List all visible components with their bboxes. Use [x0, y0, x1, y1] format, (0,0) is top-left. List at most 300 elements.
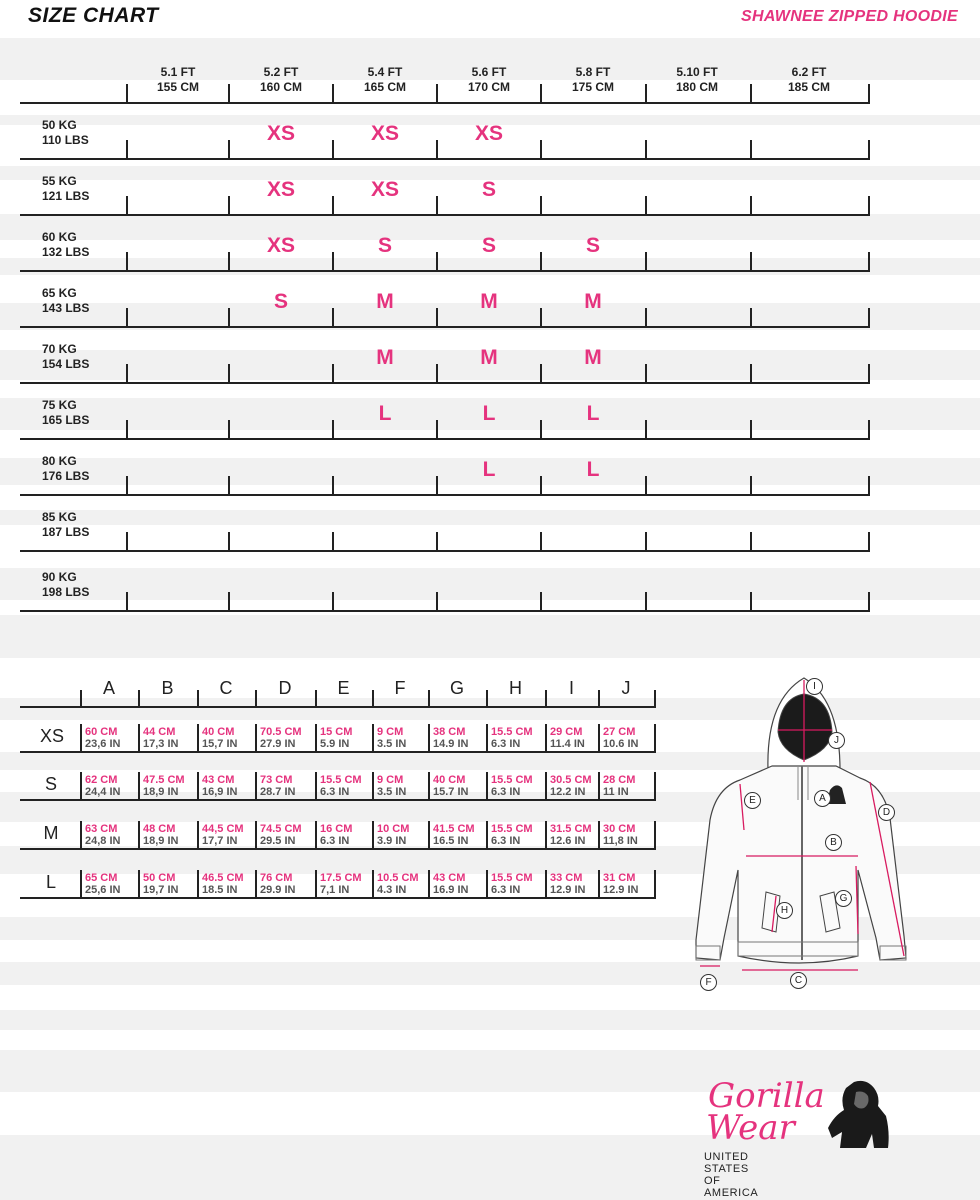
measurement-cm: 30 CM	[603, 823, 636, 835]
recommended-size: XS	[266, 234, 295, 257]
column-divider	[598, 690, 600, 708]
column-divider	[540, 196, 542, 216]
column-divider	[868, 308, 870, 328]
column-divider	[228, 532, 230, 552]
recommended-size: M	[376, 346, 394, 369]
column-divider	[332, 196, 334, 216]
column-divider	[645, 252, 647, 272]
column-divider	[750, 196, 752, 216]
column-divider	[868, 592, 870, 612]
column-divider	[80, 821, 82, 850]
measurement-in: 6.3 IN	[491, 786, 521, 798]
measurement-column-header: E	[337, 678, 350, 698]
column-divider	[436, 84, 438, 104]
diagram-marker: D	[878, 804, 895, 821]
measurement-column-header: C	[219, 678, 233, 698]
recommended-size: XS	[266, 122, 295, 145]
size-row-label: L	[45, 872, 56, 892]
recommended-size: S	[481, 178, 496, 201]
column-divider	[436, 140, 438, 160]
column-divider	[750, 420, 752, 440]
measurement-cm: 9 CM	[377, 726, 404, 738]
column-divider	[486, 772, 488, 801]
weight-lbs: 121 LBS	[42, 189, 90, 203]
gorilla-icon	[820, 1076, 894, 1150]
measurement-in: 18,9 IN	[143, 835, 179, 847]
measurement-cm: 10.5 CM	[377, 872, 419, 884]
weight-lbs: 154 LBS	[42, 357, 90, 371]
column-divider	[540, 532, 542, 552]
measurement-in: 5.9 IN	[320, 738, 350, 750]
weight-kg: 85 KG	[42, 510, 77, 524]
column-divider	[436, 592, 438, 612]
height-column-header	[335, 65, 435, 95]
measurement-cell	[491, 872, 533, 896]
row-divider	[20, 848, 654, 850]
column-divider	[545, 821, 547, 850]
weight-kg: 50 KG	[42, 118, 77, 132]
measurement-cell	[603, 872, 638, 896]
recommended-size: M	[584, 290, 602, 313]
measurement-cm: 9 CM	[377, 774, 404, 786]
product-name: SHAWNEE ZIPPED HOODIE	[741, 8, 958, 25]
column-divider	[545, 724, 547, 753]
diagram-marker: I	[806, 678, 823, 695]
column-divider	[126, 196, 128, 216]
weight-row-label	[42, 174, 89, 204]
measurement-cell	[603, 774, 635, 798]
column-divider	[126, 476, 128, 496]
recommended-size: L	[378, 402, 392, 425]
column-divider	[197, 772, 199, 801]
column-divider	[436, 420, 438, 440]
column-divider	[126, 364, 128, 384]
logo-gorilla-text: Gorilla	[708, 1076, 825, 1116]
column-divider	[750, 308, 752, 328]
column-divider	[80, 690, 82, 708]
column-divider	[545, 772, 547, 801]
measurement-in: 12.2 IN	[550, 786, 586, 798]
column-divider	[428, 870, 430, 899]
height-column-header	[543, 65, 643, 95]
measurement-column-header: I	[568, 678, 574, 698]
measurement-cell	[491, 774, 533, 798]
row-divider	[20, 270, 870, 272]
column-divider	[372, 690, 374, 708]
measurement-in: 16.9 IN	[433, 884, 469, 896]
recommended-size: XS	[370, 122, 399, 145]
height-ft: 5.2 FT	[263, 65, 299, 79]
weight-lbs: 143 LBS	[42, 301, 90, 315]
recommended-size: XS	[474, 122, 503, 145]
weight-row-label	[42, 398, 89, 428]
column-divider	[332, 420, 334, 440]
column-divider	[645, 592, 647, 612]
measurement-cell	[85, 774, 120, 798]
weight-row-label	[42, 454, 89, 484]
recommended-size: L	[482, 458, 496, 481]
weight-lbs: 132 LBS	[42, 245, 90, 259]
measurement-cell	[320, 726, 352, 750]
column-divider	[126, 140, 128, 160]
header-divider	[20, 706, 654, 708]
measurement-cm: 62 CM	[85, 774, 118, 786]
height-cm: 185 CM	[787, 80, 831, 94]
measurement-in: 15,7 IN	[202, 738, 238, 750]
measurement-in: 7,1 IN	[320, 884, 350, 896]
measurement-column-header: F	[394, 678, 406, 698]
height-cm: 180 CM	[675, 80, 719, 94]
height-column-header	[231, 65, 331, 95]
measurement-cell	[260, 774, 295, 798]
row-divider	[20, 751, 654, 753]
measurement-cm: 47.5 CM	[143, 774, 185, 786]
measurement-in: 25,6 IN	[85, 884, 121, 896]
logo-wear-text: Wear	[706, 1108, 795, 1148]
weight-row-label	[42, 230, 89, 260]
column-divider	[332, 364, 334, 384]
column-divider	[654, 870, 656, 899]
measurement-cm: 27 CM	[603, 726, 636, 738]
column-divider	[540, 84, 542, 104]
measurement-column-header: D	[278, 678, 292, 698]
measurement-cell	[202, 823, 244, 847]
page-title: SIZE CHART	[28, 4, 159, 27]
size-row-label: M	[43, 823, 59, 843]
measurement-in: 29.5 IN	[260, 835, 296, 847]
background-stripe	[0, 1010, 980, 1030]
measurement-cell	[143, 872, 178, 896]
row-divider	[20, 438, 870, 440]
measurement-cm: 73 CM	[260, 774, 293, 786]
column-divider	[436, 252, 438, 272]
measurement-cm: 60 CM	[85, 726, 118, 738]
row-divider	[20, 897, 654, 899]
column-divider	[645, 420, 647, 440]
recommended-size: M	[376, 290, 394, 313]
weight-row-label	[42, 570, 89, 600]
measurement-cm: 38 CM	[433, 726, 466, 738]
measurement-in: 12.9 IN	[550, 884, 586, 896]
column-divider	[598, 724, 600, 753]
measurement-in: 19,7 IN	[143, 884, 179, 896]
column-divider	[486, 821, 488, 850]
measurement-in: 17,7 IN	[202, 835, 238, 847]
measurement-column-header: B	[161, 678, 174, 698]
measurement-cell	[320, 774, 362, 798]
measurement-in: 11,8 IN	[603, 835, 638, 847]
weight-lbs: 165 LBS	[42, 413, 90, 427]
measurement-cm: 15.5 CM	[491, 823, 533, 835]
brand-tagline: UNITED STATES OF AMERICA	[704, 1151, 759, 1199]
column-divider	[645, 140, 647, 160]
measurement-cm: 50 CM	[143, 872, 176, 884]
column-divider	[540, 476, 542, 496]
column-divider	[654, 724, 656, 753]
size-row-label: XS	[40, 726, 65, 746]
diagram-marker: C	[790, 972, 807, 989]
column-divider	[138, 690, 140, 708]
height-cm: 155 CM	[156, 80, 200, 94]
measurement-in: 6.3 IN	[320, 835, 350, 847]
column-divider	[197, 870, 199, 899]
column-divider	[228, 140, 230, 160]
measurement-cell	[603, 823, 638, 847]
measurement-cm: 74.5 CM	[260, 823, 302, 835]
column-divider	[750, 140, 752, 160]
measurement-table	[0, 640, 680, 940]
measurement-in: 18.5 IN	[202, 884, 238, 896]
recommended-size: XS	[370, 178, 399, 201]
recommended-size: S	[273, 290, 288, 313]
measurement-cm: 15.5 CM	[491, 872, 533, 884]
column-divider	[750, 476, 752, 496]
column-divider	[540, 308, 542, 328]
column-divider	[645, 196, 647, 216]
measurement-in: 15.7 IN	[433, 786, 469, 798]
recommended-size: S	[585, 234, 600, 257]
height-column-header	[759, 65, 859, 95]
column-divider	[126, 308, 128, 328]
measurement-cm: 15 CM	[320, 726, 353, 738]
column-divider	[228, 364, 230, 384]
height-ft: 5.10 FT	[676, 65, 718, 79]
row-divider	[20, 158, 870, 160]
weight-lbs: 176 LBS	[42, 469, 90, 483]
measurement-cell	[491, 726, 533, 750]
measurement-cell	[550, 823, 592, 847]
column-divider	[197, 724, 199, 753]
column-divider	[598, 870, 600, 899]
measurement-cell	[491, 823, 533, 847]
column-divider	[126, 252, 128, 272]
row-divider	[20, 102, 870, 104]
column-divider	[486, 724, 488, 753]
column-divider	[255, 821, 257, 850]
measurement-cell	[433, 774, 468, 798]
column-divider	[372, 821, 374, 850]
column-divider	[255, 724, 257, 753]
column-divider	[436, 196, 438, 216]
measurement-cm: 40 CM	[202, 726, 235, 738]
recommended-size: S	[377, 234, 392, 257]
measurement-cell	[320, 823, 352, 847]
diagram-marker: G	[835, 890, 852, 907]
measurement-cell	[202, 774, 237, 798]
column-divider	[332, 84, 334, 104]
recommended-size: XS	[266, 178, 295, 201]
column-divider	[255, 690, 257, 708]
height-column-header	[647, 65, 747, 95]
column-divider	[486, 870, 488, 899]
height-column-header	[128, 65, 228, 95]
measurement-in: 6.3 IN	[320, 786, 350, 798]
measurement-cm: 29 CM	[550, 726, 583, 738]
diagram-marker: F	[700, 974, 717, 991]
weight-row-label	[42, 118, 89, 148]
column-divider	[654, 772, 656, 801]
measurement-column-header: J	[621, 678, 631, 698]
column-divider	[228, 252, 230, 272]
measurement-cm: 43 CM	[202, 774, 235, 786]
measurement-cm: 15.5 CM	[491, 774, 533, 786]
height-cm: 170 CM	[467, 80, 511, 94]
column-divider	[645, 476, 647, 496]
height-cm: 175 CM	[571, 80, 615, 94]
measurement-cm: 31.5 CM	[550, 823, 592, 835]
measurement-cell	[377, 774, 406, 798]
weight-row-label	[42, 342, 89, 372]
measurement-cm: 65 CM	[85, 872, 118, 884]
weight-lbs: 187 LBS	[42, 525, 90, 539]
column-divider	[428, 772, 430, 801]
column-divider	[868, 84, 870, 104]
column-divider	[332, 476, 334, 496]
measurement-cm: 46.5 CM	[202, 872, 244, 884]
recommended-size: M	[584, 346, 602, 369]
measurement-in: 6.3 IN	[491, 884, 521, 896]
measurement-cell	[433, 823, 475, 847]
column-divider	[228, 308, 230, 328]
column-divider	[428, 821, 430, 850]
column-divider	[255, 772, 257, 801]
column-divider	[750, 364, 752, 384]
column-divider	[868, 196, 870, 216]
column-divider	[332, 532, 334, 552]
measurement-cell	[550, 774, 592, 798]
column-divider	[750, 252, 752, 272]
measurement-column-header: A	[102, 678, 115, 698]
height-ft: 5.1 FT	[160, 65, 196, 79]
column-divider	[540, 420, 542, 440]
measurement-in: 17,3 IN	[143, 738, 179, 750]
hoodie-diagram	[680, 670, 920, 1000]
column-divider	[645, 364, 647, 384]
weight-row-label	[42, 286, 89, 316]
row-divider	[20, 326, 870, 328]
weight-row-label	[42, 510, 89, 540]
column-divider	[315, 821, 317, 850]
column-divider	[228, 196, 230, 216]
measurement-cell	[377, 823, 409, 847]
measurement-in: 24,8 IN	[85, 835, 121, 847]
measurement-in: 16.5 IN	[433, 835, 469, 847]
column-divider	[645, 532, 647, 552]
measurement-cm: 10 CM	[377, 823, 410, 835]
column-divider	[332, 308, 334, 328]
column-divider	[598, 821, 600, 850]
column-divider	[197, 821, 199, 850]
measurement-cm: 15.5 CM	[320, 774, 362, 786]
column-divider	[80, 724, 82, 753]
measurement-cm: 70.5 CM	[260, 726, 302, 738]
column-divider	[126, 420, 128, 440]
diagram-marker: A	[814, 790, 831, 807]
column-divider	[315, 724, 317, 753]
measurement-cell	[202, 726, 237, 750]
column-divider	[654, 690, 656, 708]
column-divider	[436, 476, 438, 496]
column-divider	[372, 724, 374, 753]
recommended-size: L	[586, 402, 600, 425]
weight-lbs: 198 LBS	[42, 585, 90, 599]
column-divider	[868, 532, 870, 552]
column-divider	[138, 772, 140, 801]
column-divider	[372, 772, 374, 801]
row-divider	[20, 799, 654, 801]
measurement-cm: 48 CM	[143, 823, 176, 835]
column-divider	[868, 420, 870, 440]
column-divider	[540, 364, 542, 384]
column-divider	[750, 592, 752, 612]
measurement-in: 10.6 IN	[603, 738, 639, 750]
column-divider	[197, 690, 199, 708]
height-cm: 165 CM	[363, 80, 407, 94]
column-divider	[645, 84, 647, 104]
measurement-cell	[603, 726, 638, 750]
measurement-cm: 15.5 CM	[491, 726, 533, 738]
height-ft: 5.8 FT	[575, 65, 611, 79]
measurement-cm: 76 CM	[260, 872, 293, 884]
column-divider	[750, 532, 752, 552]
column-divider	[80, 870, 82, 899]
measurement-cm: 17.5 CM	[320, 872, 362, 884]
column-divider	[868, 252, 870, 272]
measurement-in: 11.4 IN	[550, 738, 585, 750]
column-divider	[868, 476, 870, 496]
column-divider	[540, 140, 542, 160]
measurement-in: 3.9 IN	[377, 835, 407, 847]
measurement-cm: 44,5 CM	[202, 823, 244, 835]
measurement-column-header: H	[509, 678, 522, 698]
measurement-cell	[377, 872, 419, 896]
column-divider	[138, 821, 140, 850]
column-divider	[126, 532, 128, 552]
column-divider	[126, 592, 128, 612]
measurement-in: 24,4 IN	[85, 786, 121, 798]
measurement-cell	[202, 872, 244, 896]
row-divider	[20, 494, 870, 496]
diagram-marker: B	[825, 834, 842, 851]
column-divider	[540, 592, 542, 612]
measurement-cell	[260, 726, 302, 750]
column-divider	[228, 476, 230, 496]
size-row-label: S	[44, 774, 57, 794]
measurement-in: 3.5 IN	[377, 738, 407, 750]
recommended-size: M	[480, 290, 498, 313]
measurement-cm: 63 CM	[85, 823, 118, 835]
diagram-marker: J	[828, 732, 845, 749]
row-divider	[20, 214, 870, 216]
measurement-cell	[550, 726, 585, 750]
measurement-in: 18,9 IN	[143, 786, 179, 798]
column-divider	[138, 724, 140, 753]
row-divider	[20, 550, 870, 552]
weight-kg: 75 KG	[42, 398, 77, 412]
column-divider	[436, 532, 438, 552]
measurement-cm: 31 CM	[603, 872, 636, 884]
measurement-cm: 40 CM	[433, 774, 466, 786]
column-divider	[645, 308, 647, 328]
column-divider	[228, 420, 230, 440]
measurement-cm: 16 CM	[320, 823, 353, 835]
column-divider	[598, 772, 600, 801]
column-divider	[868, 140, 870, 160]
height-ft: 5.4 FT	[367, 65, 403, 79]
row-divider	[20, 382, 870, 384]
column-divider	[428, 690, 430, 708]
measurement-cm: 33 CM	[550, 872, 583, 884]
